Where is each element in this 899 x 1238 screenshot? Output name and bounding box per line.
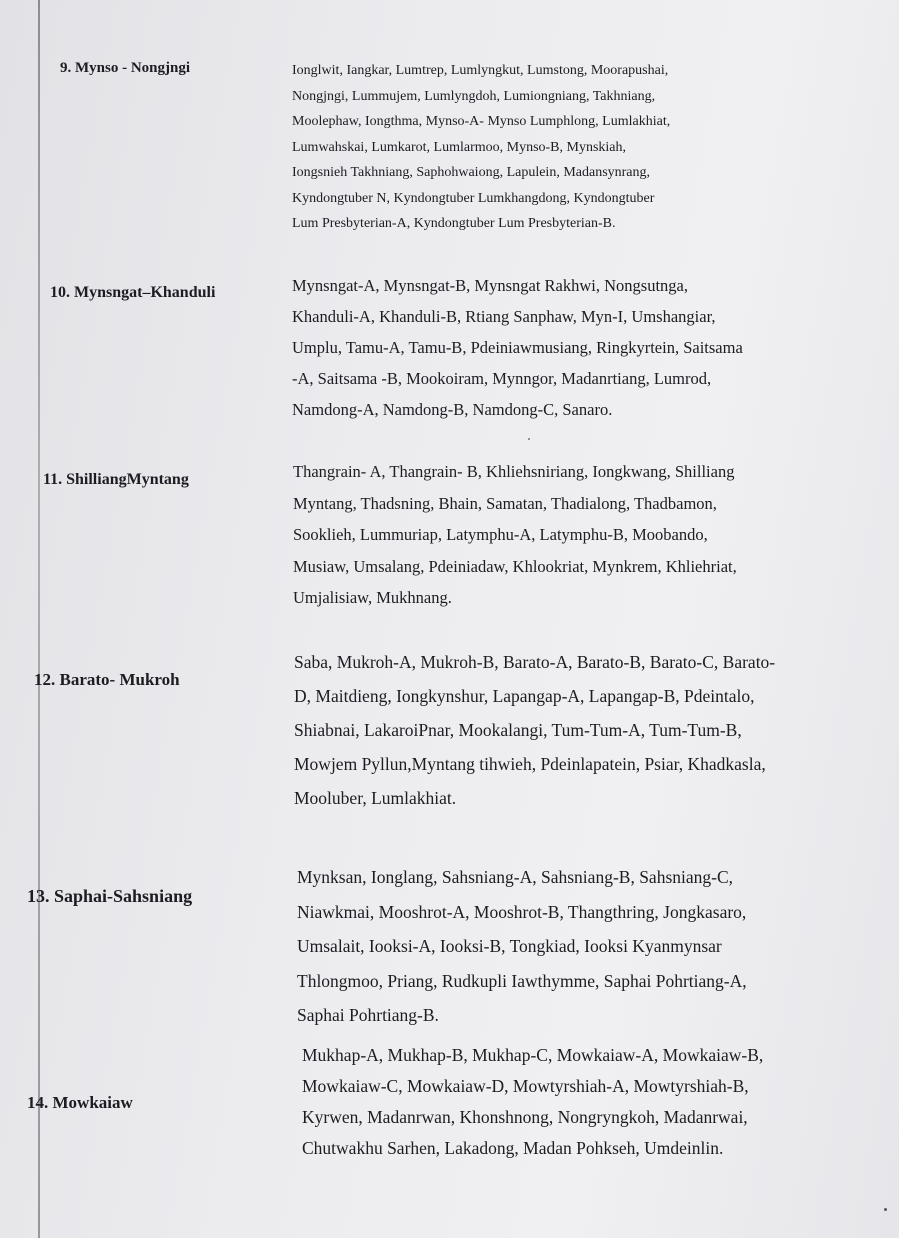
section-name: 12. Barato- Mukroh (34, 670, 180, 689)
village-list-line: Kyndongtuber N, Kyndongtuber Lumkhangdong, Kyndongtuber (292, 190, 655, 206)
village-list-line: Umsalait, Iooksi-A, Iooksi-B, Tongkiad, Iooksi Kyanmynsar (297, 936, 722, 956)
village-list-line: Myntang, Thadsning, Bhain, Samatan, Thadialong, Thadbamon, (293, 493, 717, 513)
village-list (297, 860, 862, 1033)
village-list-line: Mynsngat-A, Mynsngat-B, Mynsngat Rakhwi, Nongsutnga, (292, 276, 688, 295)
village-list-line: Sooklieh, Lummuriap, Latymphu-A, Latymphu-B, Moobando, (293, 525, 708, 544)
village-list (292, 270, 814, 425)
ink-speck (884, 1208, 887, 1211)
village-list-line: Saphai Pohrtiang-B. (297, 1005, 439, 1025)
village-list-line: Umplu, Tamu-A, Tamu-B, Pdeiniawmusiang, Ringkyrtein, Saitsama (292, 338, 743, 357)
village-list-line: Mukhap-A, Mukhap-B, Mukhap-C, Mowkaiaw-A, Mowkaiaw-B, (302, 1045, 764, 1065)
village-list-line: Chutwakhu Sarhen, Lakadong, Madan Pohkseh, Umdeinlin. (302, 1138, 724, 1158)
village-list-line: Moolephaw, Iongthma, Mynso-A- Mynso Lumphlong, Lumlakhiat, (292, 114, 671, 129)
village-list-line: Mowjem Pyllun,Myntang tihwieh, Pdeinlapatein, Psiar, Khadkasla, (294, 754, 766, 774)
village-list-line: Iongsnieh Takhniang, Saphohwaiong, Lapulein, Madansynrang, (292, 165, 651, 180)
village-list-line: Mooluber, Lumlakhiat. (294, 788, 457, 808)
village-list (293, 456, 828, 614)
section-name: 9. Mynso - Nongjngi (60, 60, 191, 76)
village-list (292, 58, 792, 237)
village-list-line: Ionglwit, Iangkar, Lumtrep, Lumlyngkut, Lumstong, Moorapushai, (292, 63, 669, 78)
village-list-line: Musiaw, Umsalang, Pdeiniadaw, Khlookriat, Mynkrem, Khliehriat, (293, 556, 737, 576)
village-list-line: Thangrain- A, Thangrain- B, Khliehsniriang, Iongkwang, Shilliang (293, 462, 735, 481)
section-name: 10. Mynsngat–Khanduli (50, 284, 216, 301)
village-list (294, 645, 844, 815)
village-list-line: Lumwahskai, Lumkarot, Lumlarmoo, Mynso-B, Mynskiah, (292, 139, 627, 155)
village-list (302, 1040, 860, 1164)
village-list-line: Namdong-A, Namdong-B, Namdong-C, Sanaro. (292, 400, 613, 419)
village-list-line: Mowkaiaw-C, Mowkaiaw-D, Mowtyrshiah-A, Mowtyrshiah-B, (302, 1076, 749, 1096)
village-list-line: Saba, Mukroh-A, Mukroh-B, Barato-A, Barato-B, Barato-C, Barato- (294, 652, 776, 672)
village-list-line: Nongjngi, Lummujem, Lumlyngdoh, Lumiongniang, Takhniang, (292, 88, 656, 104)
section-name: 11. ShilliangMyntang (43, 471, 189, 488)
village-list-line: Shiabnai, LakaroiPnar, Mookalangi, Tum-Tum-A, Tum-Tum-B, (294, 720, 742, 740)
village-list-line: D, Maitdieng, Iongkynshur, Lapangap-A, Lapangap-B, Pdeintalo, (294, 686, 755, 706)
section-name: 13. Saphai-Sahsniang (27, 886, 193, 906)
ink-speck (528, 438, 530, 440)
village-list-line: Kyrwen, Madanrwan, Khonshnong, Nongryngkoh, Madanrwai, (302, 1107, 748, 1127)
village-list-line: Mynksan, Ionglang, Sahsniang-A, Sahsniang-B, Sahsniang-C, (297, 867, 734, 887)
village-list-line: Khanduli-A, Khanduli-B, Rtiang Sanphaw, Myn-I, Umshangiar, (292, 307, 716, 326)
village-list-line: Umjalisiaw, Mukhnang. (293, 588, 452, 607)
village-list-line: Lum Presbyterian-A, Kyndongtuber Lum Presbyterian-B. (292, 216, 616, 231)
section-name: 14. Mowkaiaw (27, 1093, 133, 1112)
village-list-line: Thlongmoo, Priang, Rudkupli Iawthymme, Saphai Pohrtiang-A, (297, 970, 747, 991)
village-list-line: Niawkmai, Mooshrot-A, Mooshrot-B, Thangthring, Jongkasaro, (297, 901, 747, 922)
village-list-line: -A, Saitsama -B, Mookoiram, Mynngor, Madanrtiang, Lumrod, (292, 369, 712, 388)
page-fold-line (38, 0, 40, 1238)
